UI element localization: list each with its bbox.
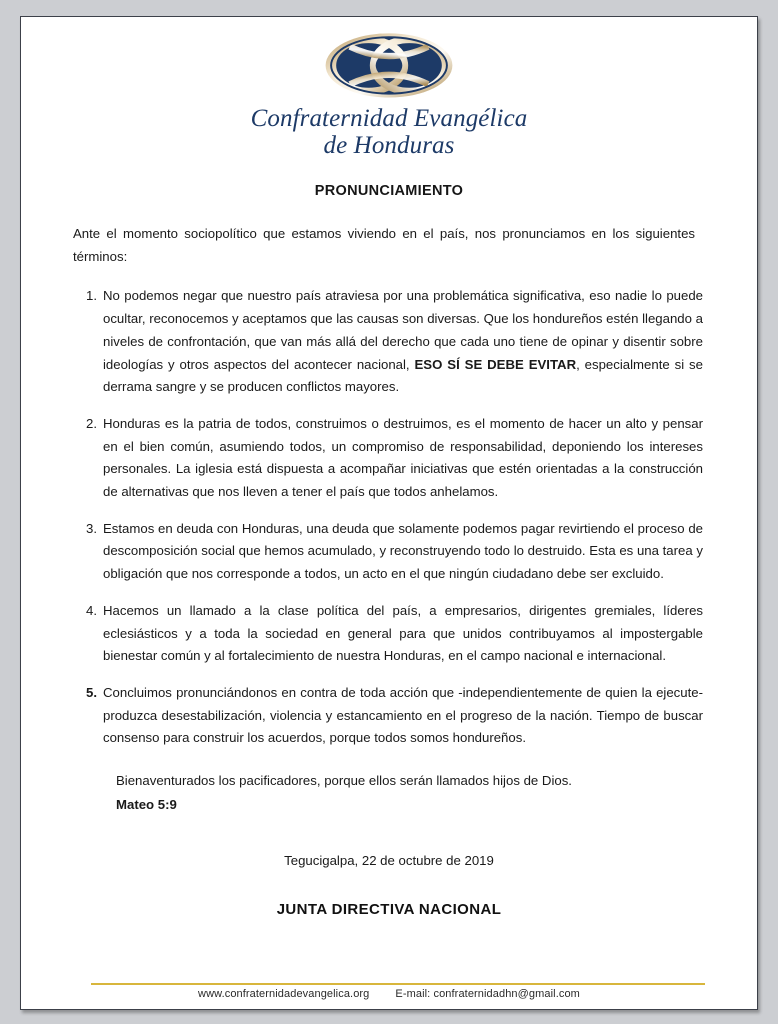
clause-number: 1. xyxy=(86,288,97,304)
footer-divider xyxy=(91,983,705,985)
organization-name xyxy=(73,105,705,159)
clause-text-before: Concluimos pronunciándonos en contra de toda acción que -independientemente de quien la ejecute- produzca desestabilización, violencia y estancamiento en el progreso de la nación. Tiempo de buscar consenso para construir los acuerdos, porque todos somos hondureños. xyxy=(103,684,703,746)
clause-text-before: No podemos negar que nuestro país atraviesa por una problemática significativa, eso nadie lo puede ocultar, reconocemos y aceptamos que las causas son diversas. Que los hondureños estén llegando a niveles de confrontación, que van más allá del derecho que cada uno tiene de opinar y disentir sobre ideologías y otros aspectos del acontecer nacional, xyxy=(103,288,703,372)
page-footer xyxy=(73,983,705,1009)
document-body xyxy=(73,203,705,983)
scripture-reference: Mateo 5:9 xyxy=(116,796,177,812)
scripture-quote-text: Bienaventurados los pacificadores, porque ellos serán llamados hijos de Dios. xyxy=(116,773,572,789)
clause-text-before: Honduras es la patria de todos, construimos o destruimos, es el momento de hacer un alto y pensar en el bien común, asumiendo todos, un compromiso de responsabilidad, deponiendo los intereses personales. La iglesia está dispuesta a acompañar iniciativas que estén orientadas a la construcción de alternativas que nos lleven a tener el país que todos anhelamos. xyxy=(103,415,703,500)
letterhead xyxy=(73,31,705,199)
clause-text-before: Estamos en deuda con Honduras, una deuda que solamente podemos pagar revirtiendo el proceso de descomposición social que hemos acumulado, y reconstruyendo todo lo destruido. Esta es una tarea y obligación que nos corresponde a todos, un acto en el que ningún ciudadano debe ser excluido. xyxy=(103,520,703,582)
clause-number: 2. xyxy=(86,415,97,431)
document-title: PRONUNCIAMIENTO xyxy=(314,183,464,199)
signatory-name: JUNTA DIRECTIVA NACIONAL xyxy=(276,901,502,919)
signature-block xyxy=(73,850,705,923)
clause-emphasis: ESO SÍ SE DEBE EVITAR xyxy=(414,356,577,372)
footer-email[interactable]: E-mail: confraternidadhn@gmail.com xyxy=(395,988,580,1000)
scripture-quote xyxy=(116,770,703,816)
clause-number: 4. xyxy=(86,602,97,618)
clause-text-after: , especialmente si se derrama sangre y se producen conflictos mayores. xyxy=(103,356,703,395)
clause-text xyxy=(103,682,703,750)
clause-text xyxy=(103,518,703,586)
document-page xyxy=(20,16,758,1010)
clause-text xyxy=(103,413,703,504)
clause-item xyxy=(73,600,705,668)
interlocking-rings-logo-icon xyxy=(301,31,477,103)
footer-website[interactable]: www.confraternidadevangelica.org xyxy=(198,988,370,1000)
place-and-date: Tegucigalpa, 22 de octubre de 2019 xyxy=(284,853,494,869)
clause-item xyxy=(73,518,705,586)
intro-paragraph: Ante el momento sociopolítico que estamos viviendo en el país, nos pronunciamos en los siguientes términos: xyxy=(73,226,695,264)
clause-text-before: Hacemos un llamado a la clase política del país, a empresarios, dirigentes gremiales, líderes eclesiásticos y a toda la sociedad en general para que unidos contribuyamos al impostergable bienestar común y al fortalecimiento de nuestra Honduras, en el campo nacional e internacional. xyxy=(103,602,703,664)
clause-list xyxy=(73,285,705,750)
clause-text xyxy=(103,600,703,668)
scripture-block xyxy=(116,770,705,816)
clause-item xyxy=(73,285,705,399)
footer-contacts xyxy=(73,988,705,1000)
organization-name-line-2: de Honduras xyxy=(323,132,455,159)
organization-name-line-1: Confraternidad Evangélica xyxy=(250,105,528,132)
clause-number: 5. xyxy=(86,684,97,700)
clause-item xyxy=(73,682,705,750)
clause-text xyxy=(103,285,703,399)
clause-item xyxy=(73,413,705,504)
clause-number: 3. xyxy=(86,520,97,536)
